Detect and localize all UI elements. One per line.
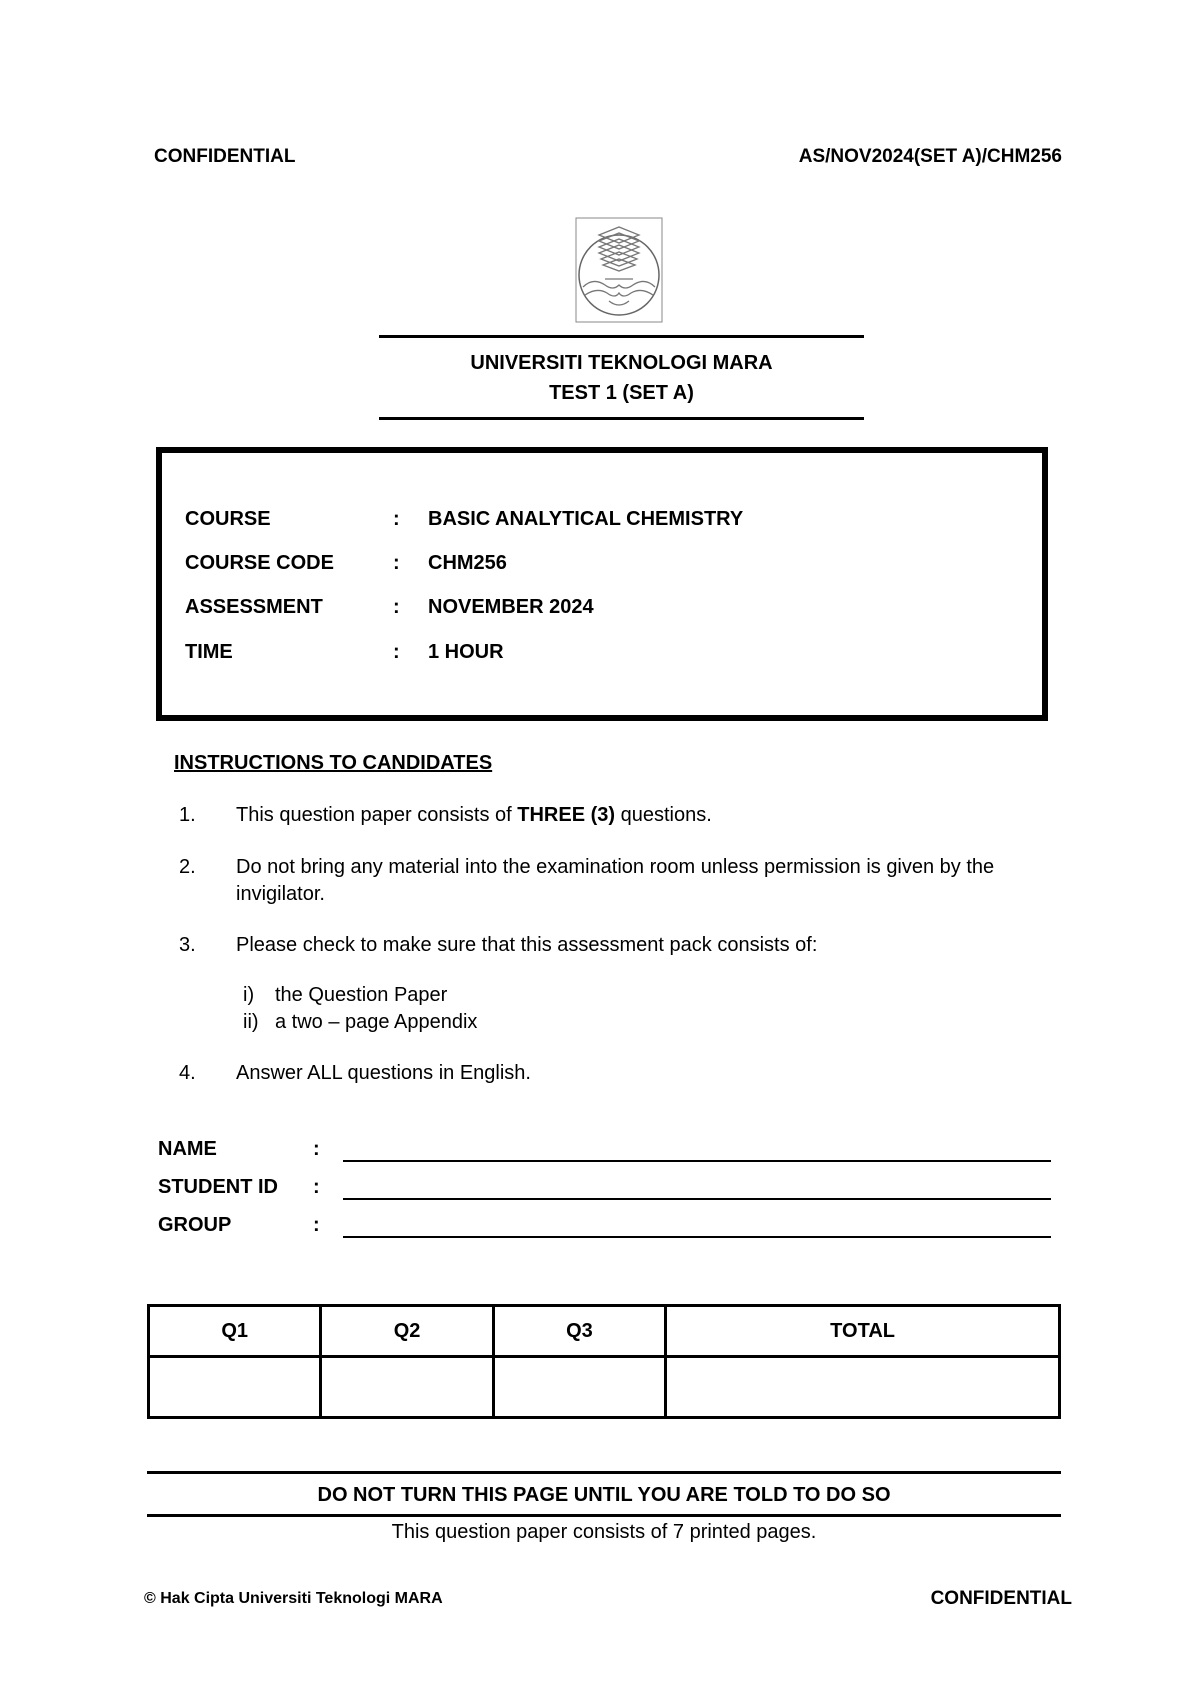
- instruction-number: 3.: [179, 934, 196, 956]
- instruction-number: 1.: [179, 804, 196, 826]
- university-crest-logo: [575, 217, 665, 325]
- instruction-number: 4.: [179, 1062, 196, 1084]
- header-left: CONFIDENTIAL: [154, 146, 296, 167]
- student-id-label: STUDENT ID: [158, 1176, 278, 1198]
- do-not-turn-warning: DO NOT TURN THIS PAGE UNTIL YOU ARE TOLD TO DO SO: [317, 1484, 891, 1506]
- colon: :: [393, 596, 400, 618]
- score-table-header-row: [149, 1306, 1060, 1357]
- sub-item-number: i): [243, 984, 255, 1006]
- test-title: TEST 1 (SET A): [549, 382, 694, 404]
- score-table-row: [149, 1357, 1060, 1418]
- course-code-label: COURSE CODE: [185, 552, 334, 574]
- score-header-q1: Q1: [149, 1306, 321, 1357]
- title-top-rule: [379, 335, 864, 338]
- warning-top-rule: [147, 1471, 1061, 1474]
- sub-item-text: a two – page Appendix: [275, 1011, 478, 1033]
- instruction-number: 2.: [179, 856, 196, 878]
- score-cell-q3[interactable]: [493, 1357, 665, 1418]
- instruction-text: Do not bring any material into the examination room unless permission is given by the invigilator.: [236, 856, 995, 905]
- instructions-title: INSTRUCTIONS TO CANDIDATES: [174, 752, 493, 774]
- instruction-text: Please check to make sure that this assessment pack consists of:: [236, 934, 818, 956]
- colon: :: [393, 508, 400, 530]
- colon: :: [393, 552, 400, 574]
- sub-item-number: ii): [243, 1011, 259, 1033]
- score-header-q2: Q2: [321, 1306, 493, 1357]
- course-info-box: [156, 447, 1048, 721]
- time-value: 1 HOUR: [428, 641, 504, 663]
- colon: :: [313, 1138, 320, 1160]
- instruction-text-bold: THREE (3): [517, 804, 616, 826]
- score-cell-q2[interactable]: [321, 1357, 493, 1418]
- instruction-text: Answer ALL questions in English.: [236, 1062, 531, 1084]
- course-code-value: CHM256: [428, 552, 507, 574]
- student-id-input-line[interactable]: [343, 1198, 1051, 1200]
- instruction-text-part: This question paper consists of: [236, 804, 518, 826]
- university-name: UNIVERSITI TEKNOLOGI MARA: [470, 352, 773, 374]
- colon: :: [393, 641, 400, 663]
- score-cell-total[interactable]: [666, 1357, 1060, 1418]
- group-label: GROUP: [158, 1214, 232, 1236]
- assessment-label: ASSESSMENT: [185, 596, 323, 618]
- footer-confidential: CONFIDENTIAL: [930, 1588, 1072, 1609]
- instruction-text-part: questions.: [615, 804, 712, 826]
- sub-item-text: the Question Paper: [275, 984, 448, 1006]
- warning-bottom-rule: [147, 1514, 1061, 1517]
- title-bottom-rule: [379, 417, 864, 420]
- course-value: BASIC ANALYTICAL CHEMISTRY: [428, 508, 744, 530]
- name-label: NAME: [158, 1138, 217, 1160]
- score-cell-q1[interactable]: [149, 1357, 321, 1418]
- colon: :: [313, 1176, 320, 1198]
- colon: :: [313, 1214, 320, 1236]
- group-input-line[interactable]: [343, 1236, 1051, 1238]
- name-input-line[interactable]: [343, 1160, 1051, 1162]
- header-right: AS/NOV2024(SET A)/CHM256: [798, 146, 1062, 167]
- time-label: TIME: [185, 641, 233, 663]
- score-table: [147, 1304, 1061, 1419]
- assessment-value: NOVEMBER 2024: [428, 596, 594, 618]
- course-label: COURSE: [185, 508, 271, 530]
- instruction-text: [236, 802, 1056, 829]
- score-header-total: TOTAL: [666, 1306, 1060, 1357]
- pages-note: This question paper consists of 7 printed pages.: [391, 1521, 817, 1543]
- score-header-q3: Q3: [493, 1306, 665, 1357]
- copyright-notice: © Hak Cipta Universiti Teknologi MARA: [144, 1590, 443, 1607]
